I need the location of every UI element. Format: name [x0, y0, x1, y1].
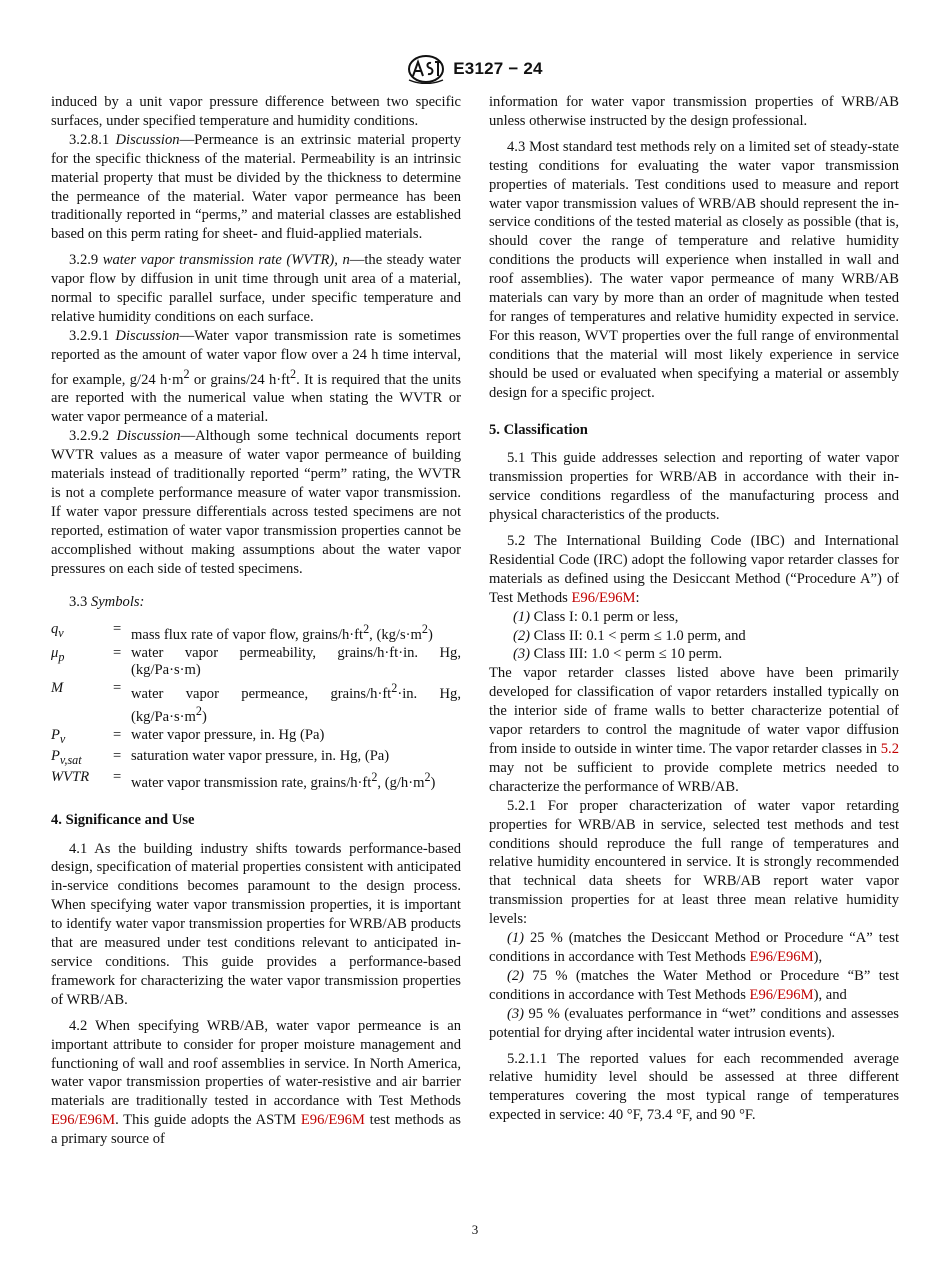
paragraph-3-3: 3.3 Symbols:	[69, 593, 145, 610]
page-header	[0, 54, 950, 84]
humidity-list-item: (3) 95 % (evaluates performance in “wet” conditions and assesses potential for drying after incidental water intrusion events).	[489, 1005, 899, 1041]
class-list-item: (3) Class III: 1.0 < perm ≤ 10 perm.	[513, 646, 723, 663]
e96-link[interactable]: E96/E96M	[749, 948, 814, 965]
paragraph-5-2-1: 5.2.1 For proper characterization of water vapor retarding properties for WRB/AB in service, selected test methods and test conditions should reproduce the full range of temperatures and relative humidity encountered in service. It is strongly recommended that technical data sheets for WRB/AB report water vapor transmission properties for at least three mean relative humidity levels:	[489, 797, 899, 928]
e96-link[interactable]: E96/E96M	[749, 986, 814, 1003]
paragraph-3-2-9: 3.2.9 water vapor transmission rate (WVTR), n—the steady water vapor flow by diffusion in unit time through unit area of a material, normal to specific parallel surface, under specific temperature and relative humidity conditions on each surface.	[51, 252, 461, 325]
symbol-row: $\mu_p$ = water vapor permeability, grains/h·ft·in. Hg, (kg/Pa·s·m)	[51, 644, 461, 679]
document-id: E3127 − 24	[453, 59, 543, 78]
paragraph-4-2-cont: information for water vapor transmission properties of WRB/AB unless otherwise instructed by the design professional.	[489, 94, 899, 129]
paragraph-4-3: 4.3 Most standard test methods rely on a limited set of steady-state testing conditions for evaluating the water vapor transmission properties of materials. Test conditions used to measure and report water vapor transmission values of WRB/AB should represent the in-service conditions of the tested material as closely as possible (that is, should cover the range of temperature and relative humidity conditions the products will experience when installed in wall and roof assemblies). The water vapor permeance of many WRB/AB materials can vary by more than an order of magnitude when tested for ranges of temperatures and relative humidity expected in service. For this reason, WVT properties over the full range of environmental conditions that the material will most likely experience in service should be used or evaluated when specifying a material or assembly design for a specific project.	[489, 138, 899, 401]
left-column	[51, 93, 461, 1149]
class-list-item: (2) Class II: 0.1 < perm ≤ 1.0 perm, and	[513, 627, 746, 644]
section-5-heading: 5. Classification	[489, 421, 588, 438]
humidity-list-item: (1) 25 % (matches the Desiccant Method or Procedure “A” test conditions in accordance with Test Methods E96/E96M),	[489, 930, 899, 965]
class-list-item: (1) Class I: 0.1 perm or less,	[513, 608, 679, 625]
astm-logo-icon	[407, 54, 445, 84]
paragraph-5-2: 5.2 The International Building Code (IBC) and International Residential Code (IRC) adopt the following vapor retarder classes for materials as defined using the Desiccant Method (“Procedure A”) of Test Methods E96/E96M:	[489, 533, 899, 606]
paragraph-5-1: 5.1 This guide addresses selection and reporting of water vapor transmission properties for WRB/AB in accordance with their in-service conditions regardless of the manufacturing process and physical characteristics of the products.	[489, 450, 899, 524]
symbol-row: M = water vapor permeance, grains/$h\cdot ft^2\cdot in$. Hg, $(kg/Pa\cdot s\cdot m^2)$	[51, 679, 461, 725]
symbol-row: $q_v$ = mass flux rate of vapor flow, grains/$h\cdot ft^2$, $(kg/s\cdot m^2)$	[51, 621, 433, 644]
section-5-2-link[interactable]: 5.2	[880, 741, 899, 757]
paragraph-3-2-9-2: 3.2.9.2 Discussion—Although some technical documents report WVTR values as a measure of water vapor permeance of building materials instead of traditionally reported “perm” rating, the WVTR is not a complete performance measure of water vapor transmission. If water vapor pressure differentials across tested specimens are not reported, estimation of water vapor transmission properties cannot be accomplished without making assumptions about the water vapor pressures on each side of tested specimens.	[51, 428, 461, 577]
symbol-row: $P_v$ = water vapor pressure, in. Hg (Pa)	[51, 726, 325, 746]
symbols-table	[51, 621, 461, 792]
symbol-row: WVTR = water vapor transmission rate, grains/$h\cdot ft^2$, $(g/h\cdot m^2)$	[51, 769, 436, 792]
paragraph-5-2-1-1: 5.2.1.1 The reported values for each recommended average relative humidity level should be assessed at three different temperatures covering the most typical range of temperatures expected in service: 40 °F, 73.4 °F, and 90 °F.	[489, 1050, 899, 1124]
e96-link[interactable]: E96/E96M	[571, 589, 636, 606]
paragraph-5-2-cont: The vapor retarder classes listed above have been primarily developed for classification of vapor retarders installed typically on the interior side of frame walls to better characterize potential of vapor retarders to control the magnitude of water vapor diffusion from inside to outside in winter time. The vapor retarder classes in 5.2 may not be sufficient to provide complete metrics needed to characterize the performance of WRB/AB.	[489, 665, 899, 795]
section-4-heading: 4. Significance and Use	[51, 811, 195, 828]
e96-link[interactable]: E96/E96M	[300, 1112, 365, 1129]
paragraph-4-2: 4.2 When specifying WRB/AB, water vapor permeance is an important attribute to consider for proper moisture management and functioning of wall and roof assemblies in service. In North America, water vapor transmission properties of water-resistive and air barrier materials are traditionally tested in accordance with Test Methods E96/E96M. This guide adopts the ASTM E96/E96M test methods as a primary source of	[51, 1017, 461, 1148]
humidity-list-item: (2) 75 % (matches the Water Method or Procedure “B” test conditions in accordance with Test Methods E96/E96M), and	[489, 967, 899, 1003]
right-column	[489, 93, 899, 1125]
page-number: 3	[471, 1222, 479, 1237]
paragraph-4-1: 4.1 As the building industry shifts towards performance-based design, specification of material properties consistent with anticipated in-service conditions becomes paramount to the design process. When specifying water vapor transmission properties, it is important to identify water vapor transmission properties for WRB/AB products that are measured under test conditions relevant to anticipated in-service conditions. This guide provides a performance-based framework for characterizing the water vapor transmission properties of WRB/AB.	[51, 840, 461, 1008]
paragraph-3-2-8-1: 3.2.8.1 Discussion—Permeance is an extrinsic material property for the specific thickness of the material. Permeability is an intrinsic material property that must be divided by the thickness to determine the permeance of the material. Water vapor permeance has been traditionally reported in “perms,” and material classes are established based on this perm rating for sheet- and fluid-applied materials.	[51, 131, 461, 243]
paragraph-3-2-8-cont: induced by a unit vapor pressure difference between two specific surfaces, under specified temperature and humidity conditions.	[51, 94, 461, 129]
e96-link[interactable]: E96/E96M	[51, 1112, 116, 1129]
symbol-row: $P_{v,sat}$ = saturation water vapor pressure, in. Hg, (Pa)	[51, 747, 390, 767]
paragraph-3-2-9-1: 3.2.9.1 Discussion—Water vapor transmission rate is sometimes reported as the amount of water vapor flow over a 24 h time interval, for example, g/24 $h\cdot m^2$ or grains/24 $h\cdot ft^2$. It is required that the units are reported with the numerical value when stating the WVTR or water vapor permeance of a material.	[51, 327, 461, 426]
